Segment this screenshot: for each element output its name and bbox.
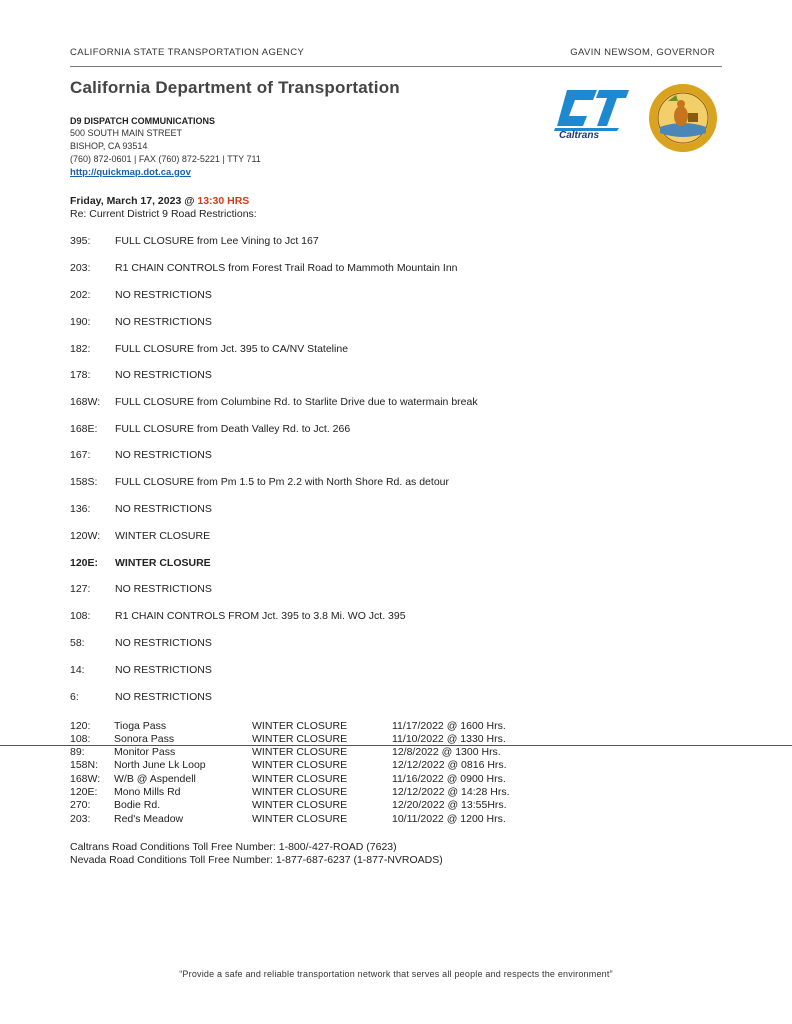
closure-route: 120:: [70, 720, 91, 732]
closure-date: 11/16/2022 @ 0900 Hrs.: [392, 773, 506, 785]
closure-name: Red's Meadow: [114, 813, 184, 825]
closure-status: WINTER CLOSURE: [252, 799, 348, 811]
closure-name: Mono Mills Rd: [114, 786, 181, 798]
route-number: 190:: [70, 316, 91, 328]
closure-date: 12/12/2022 @ 0816 Hrs.: [392, 759, 507, 771]
closure-name: Bodie Rd.: [114, 799, 161, 811]
route-status: NO RESTRICTIONS: [115, 369, 212, 381]
governor-name: GAVIN NEWSOM, GOVERNOR: [570, 47, 715, 58]
route-number: 182:: [70, 343, 91, 355]
route-item: [70, 262, 458, 274]
route-item: [70, 316, 212, 328]
closure-status: WINTER CLOSURE: [252, 773, 348, 785]
route-number: 203:: [70, 262, 91, 274]
report-dateline: [70, 195, 249, 207]
office-street: 500 SOUTH MAIN STREET: [70, 128, 183, 138]
route-number: 168E:: [70, 423, 98, 435]
office-city: BISHOP, CA 93514: [70, 141, 148, 151]
route-status: NO RESTRICTIONS: [115, 503, 212, 515]
department-title: California Department of Transportation: [70, 78, 400, 97]
closure-name: Monitor Pass: [114, 746, 176, 758]
route-status: R1 CHAIN CONTROLS FROM Jct. 395 to 3.8 Mi. WO Jct. 395: [115, 610, 406, 622]
closure-route: 89:: [70, 746, 85, 758]
route-item: [70, 637, 212, 649]
route-number: 395:: [70, 235, 91, 247]
route-number: 120W:: [70, 530, 101, 542]
route-item: [70, 396, 478, 408]
closure-date: 12/20/2022 @ 13:55Hrs.: [392, 799, 507, 811]
closure-date: 11/17/2022 @ 1600 Hrs.: [392, 720, 506, 732]
report-date: Friday, March 17, 2023 @: [70, 195, 198, 207]
route-item: [70, 664, 212, 676]
closure-route: 168W:: [70, 773, 101, 785]
route-item: [70, 289, 212, 301]
closure-name: Tioga Pass: [114, 720, 167, 732]
route-status: FULL CLOSURE from Columbine Rd. to Starlite Drive due to watermain break: [115, 396, 478, 408]
office-name: D9 DISPATCH COMMUNICATIONS: [70, 116, 215, 126]
closure-status: WINTER CLOSURE: [252, 746, 348, 758]
route-item: [70, 583, 212, 595]
route-number: 14:: [70, 664, 85, 676]
caltrans-wordmark: Caltrans: [559, 130, 600, 141]
route-number: 58:: [70, 637, 85, 649]
closure-route: 120E:: [70, 786, 98, 798]
closure-status: WINTER CLOSURE: [252, 733, 348, 745]
california-seal: [648, 83, 718, 153]
route-number: 202:: [70, 289, 91, 301]
route-status: FULL CLOSURE from Death Valley Rd. to Jct. 266: [115, 423, 351, 435]
route-status: FULL CLOSURE from Lee Vining to Jct 167: [115, 235, 319, 247]
route-item: [70, 610, 406, 622]
route-item: [70, 369, 212, 381]
header-divider: [70, 66, 722, 67]
route-number: 168W:: [70, 396, 101, 408]
closure-route: 108:: [70, 733, 91, 745]
route-number: 120E:: [70, 557, 99, 569]
route-status: NO RESTRICTIONS: [115, 664, 212, 676]
route-status: NO RESTRICTIONS: [115, 583, 212, 595]
closure-date: 11/10/2022 @ 1330 Hrs.: [392, 733, 506, 745]
caltrans-logo: [549, 86, 631, 148]
closure-status: WINTER CLOSURE: [252, 813, 348, 825]
closure-date: 12/12/2022 @ 14:28 Hrs.: [392, 786, 510, 798]
route-status: NO RESTRICTIONS: [115, 691, 212, 703]
route-item: [70, 476, 449, 488]
route-status: NO RESTRICTIONS: [115, 316, 212, 328]
closure-date: 10/11/2022 @ 1200 Hrs.: [392, 813, 506, 825]
route-item: [70, 557, 211, 569]
route-status: WINTER CLOSURE: [115, 557, 211, 569]
route-item: [70, 691, 212, 703]
route-number: 178:: [70, 369, 91, 381]
route-item: [70, 343, 348, 355]
route-item: [70, 423, 350, 435]
route-number: 158S:: [70, 476, 98, 488]
closure-route: 158N:: [70, 759, 99, 771]
route-number: 136:: [70, 503, 91, 515]
route-number: 6:: [70, 691, 79, 703]
report-time: 13:30 HRS: [197, 195, 250, 207]
caltrans-toll-number: Caltrans Road Conditions Toll Free Number: 1-800/-427-ROAD (7623): [70, 841, 397, 853]
route-number: 127:: [70, 583, 91, 595]
route-status: FULL CLOSURE from Jct. 395 to CA/NV Stateline: [115, 343, 349, 355]
route-item: [70, 503, 212, 515]
footer-mission: “Provide a safe and reliable transportation network that serves all people and respects the environment”: [179, 969, 613, 979]
route-item: [70, 449, 212, 461]
closure-status: WINTER CLOSURE: [252, 720, 348, 732]
nevada-toll-number: Nevada Road Conditions Toll Free Number: 1-877-687-6237 (1-877-NVROADS): [70, 854, 443, 866]
route-number: 167:: [70, 449, 91, 461]
route-item: [70, 530, 210, 542]
report-subject: Re: Current District 9 Road Restrictions:: [70, 208, 257, 220]
closure-status: WINTER CLOSURE: [252, 759, 348, 771]
route-status: NO RESTRICTIONS: [115, 289, 212, 301]
office-phones: (760) 872-0601 | FAX (760) 872-5221 | TTY 711: [70, 154, 261, 164]
closure-route: 203:: [70, 813, 91, 825]
route-status: WINTER CLOSURE: [115, 530, 211, 542]
agency-name: CALIFORNIA STATE TRANSPORTATION AGENCY: [70, 47, 305, 58]
route-item: [70, 235, 319, 247]
route-status: NO RESTRICTIONS: [115, 637, 212, 649]
state-seal-icon: [648, 83, 718, 153]
route-status: NO RESTRICTIONS: [115, 449, 212, 461]
closure-name: W/B @ Aspendell: [114, 773, 196, 785]
closure-status: WINTER CLOSURE: [252, 786, 348, 798]
route-number: 108:: [70, 610, 91, 622]
closure-name: Sonora Pass: [114, 733, 175, 745]
closure-route: 270:: [70, 799, 91, 811]
quickmap-link[interactable]: http://quickmap.dot.ca.gov: [70, 167, 191, 178]
closure-name: North June Lk Loop: [114, 759, 206, 771]
route-status: FULL CLOSURE from Pm 1.5 to Pm 2.2 with North Shore Rd. as detour: [115, 476, 449, 488]
route-status: R1 CHAIN CONTROLS from Forest Trail Road to Mammoth Mountain Inn: [115, 262, 458, 274]
closure-date: 12/8/2022 @ 1300 Hrs.: [392, 746, 501, 758]
